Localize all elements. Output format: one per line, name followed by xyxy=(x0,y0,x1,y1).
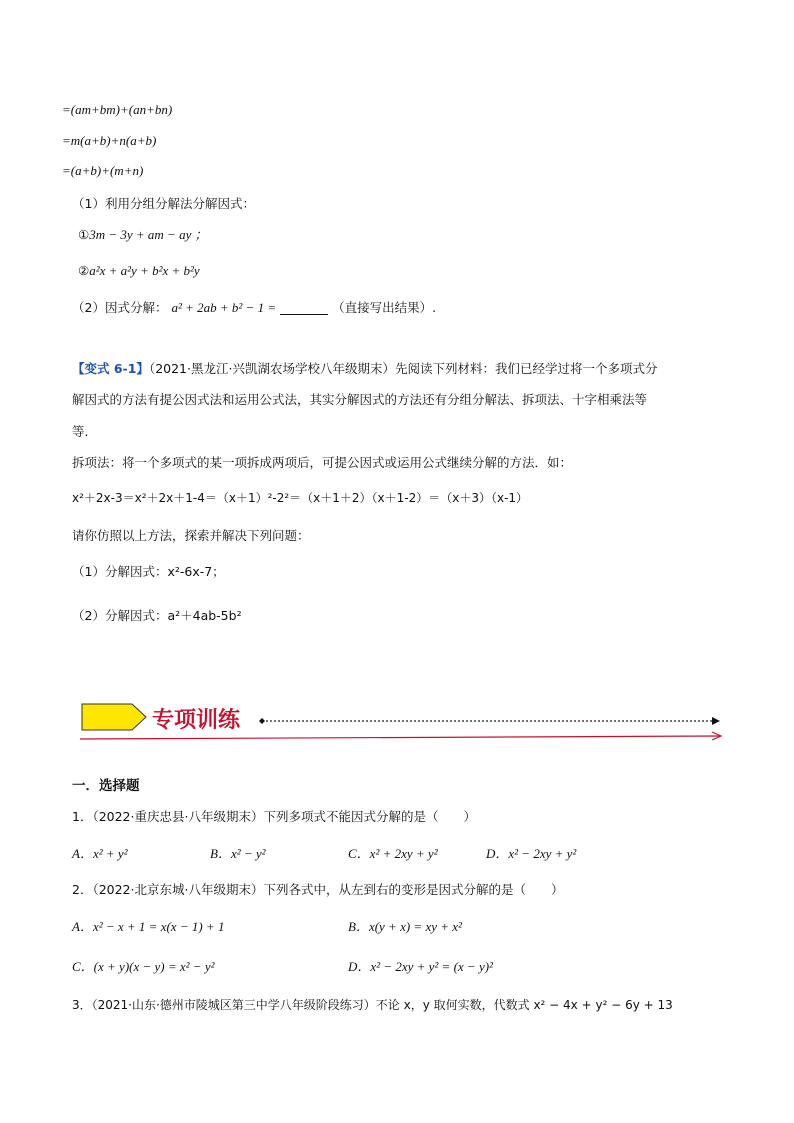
variant-line-3: 等. xyxy=(72,424,89,439)
circle-number-2: ② xyxy=(78,263,90,278)
variant-line-5: x²＋2x-3＝x²＋2x＋1-4＝（x＋1）²-2²＝（x＋1＋2）（x＋1-2）＝（x＋3）（x-1） xyxy=(72,491,529,505)
variant-problem-2: （2）分解因式：a²＋4ab-5b² xyxy=(72,608,242,623)
question-2-prefix: （2）因式分解： xyxy=(72,300,168,315)
question-1b-expr: a²x + a²y + b²x + b²y xyxy=(89,263,200,278)
question-1a xyxy=(78,226,208,244)
choice-question-1: 1．（2022·重庆忠县·八年级期末）下列多项式不能因式分解的是（ ） xyxy=(72,809,476,824)
step-line-1: =(am+bm)+(an+bn) xyxy=(62,102,173,117)
variant-text-1: （2021·黑龙江·兴凯湖农场学校八年级期末）先阅读下列材料：我们已经学过将一个多项式分 xyxy=(148,361,658,376)
q2-option-b: B．x(y + x) = xy + x² xyxy=(348,919,462,934)
q1-option-d: D．x² − 2xy + y² xyxy=(486,846,577,861)
q1-option-b: B．x² − y² xyxy=(210,846,266,861)
banner-title: 专项训练 xyxy=(152,708,241,733)
variant-problem-1: （1）分解因式：x²-6x-7； xyxy=(72,564,225,579)
section-heading: 一．选择题 xyxy=(72,778,140,794)
q2-option-a: A．x² − x + 1 = x(x − 1) + 1 xyxy=(72,919,225,934)
q2-option-d: D．x² − 2xy + y² = (x − y)² xyxy=(348,959,493,974)
choice-question-3: 3．（2021·山东·德州市陵城区第三中学八年级阶段练习）不论 x，y 取何实数，代数式 x² − 4x + y² − 6y + 13 xyxy=(72,998,673,1012)
question-1: （1）利用分组分解法分解因式： xyxy=(72,196,255,211)
question-1a-expr: 3m − 3y + am − ay ； xyxy=(89,227,208,242)
step-line-3: =(a+b)+(m+n) xyxy=(62,163,144,178)
question-2 xyxy=(72,299,436,317)
q2-option-c: C．(x + y)(x − y) = x² − y² xyxy=(72,959,215,974)
step-line-2: =m(a+b)+n(a+b) xyxy=(62,133,157,148)
question-2-suffix: （直接写出结果）. xyxy=(332,300,437,315)
banner-arrow-shape xyxy=(0,698,794,758)
variant-line-4: 拆项法：将一个多项式的某一项拆成两项后，可提公因式或运用公式继续分解的方法．如： xyxy=(72,455,573,470)
circle-number-1: ① xyxy=(78,227,90,242)
variant-line-2: 解因式的方法有提公因式法和运用公式法，其实分解因式的方法还有分组分解法、拆项法、十字相乘法等 xyxy=(72,392,648,407)
question-1b xyxy=(78,262,200,280)
question-2-expr: a² + 2ab + b² − 1 = xyxy=(171,300,277,315)
answer-blank xyxy=(280,302,328,315)
q1-option-c: C．x² + 2xy + y² xyxy=(348,846,438,861)
variant-tag: 【变式 6-1】 xyxy=(72,361,149,376)
q1-option-a: A．x² + y² xyxy=(72,846,128,861)
variant-line-6: 请你仿照以上方法，探索并解决下列问题： xyxy=(72,528,310,543)
choice-question-2: 2．（2022·北京东城·八年级期末）下列各式中，从左到右的变形是因式分解的是（ ） xyxy=(72,882,564,897)
variant-line-1 xyxy=(72,360,657,378)
